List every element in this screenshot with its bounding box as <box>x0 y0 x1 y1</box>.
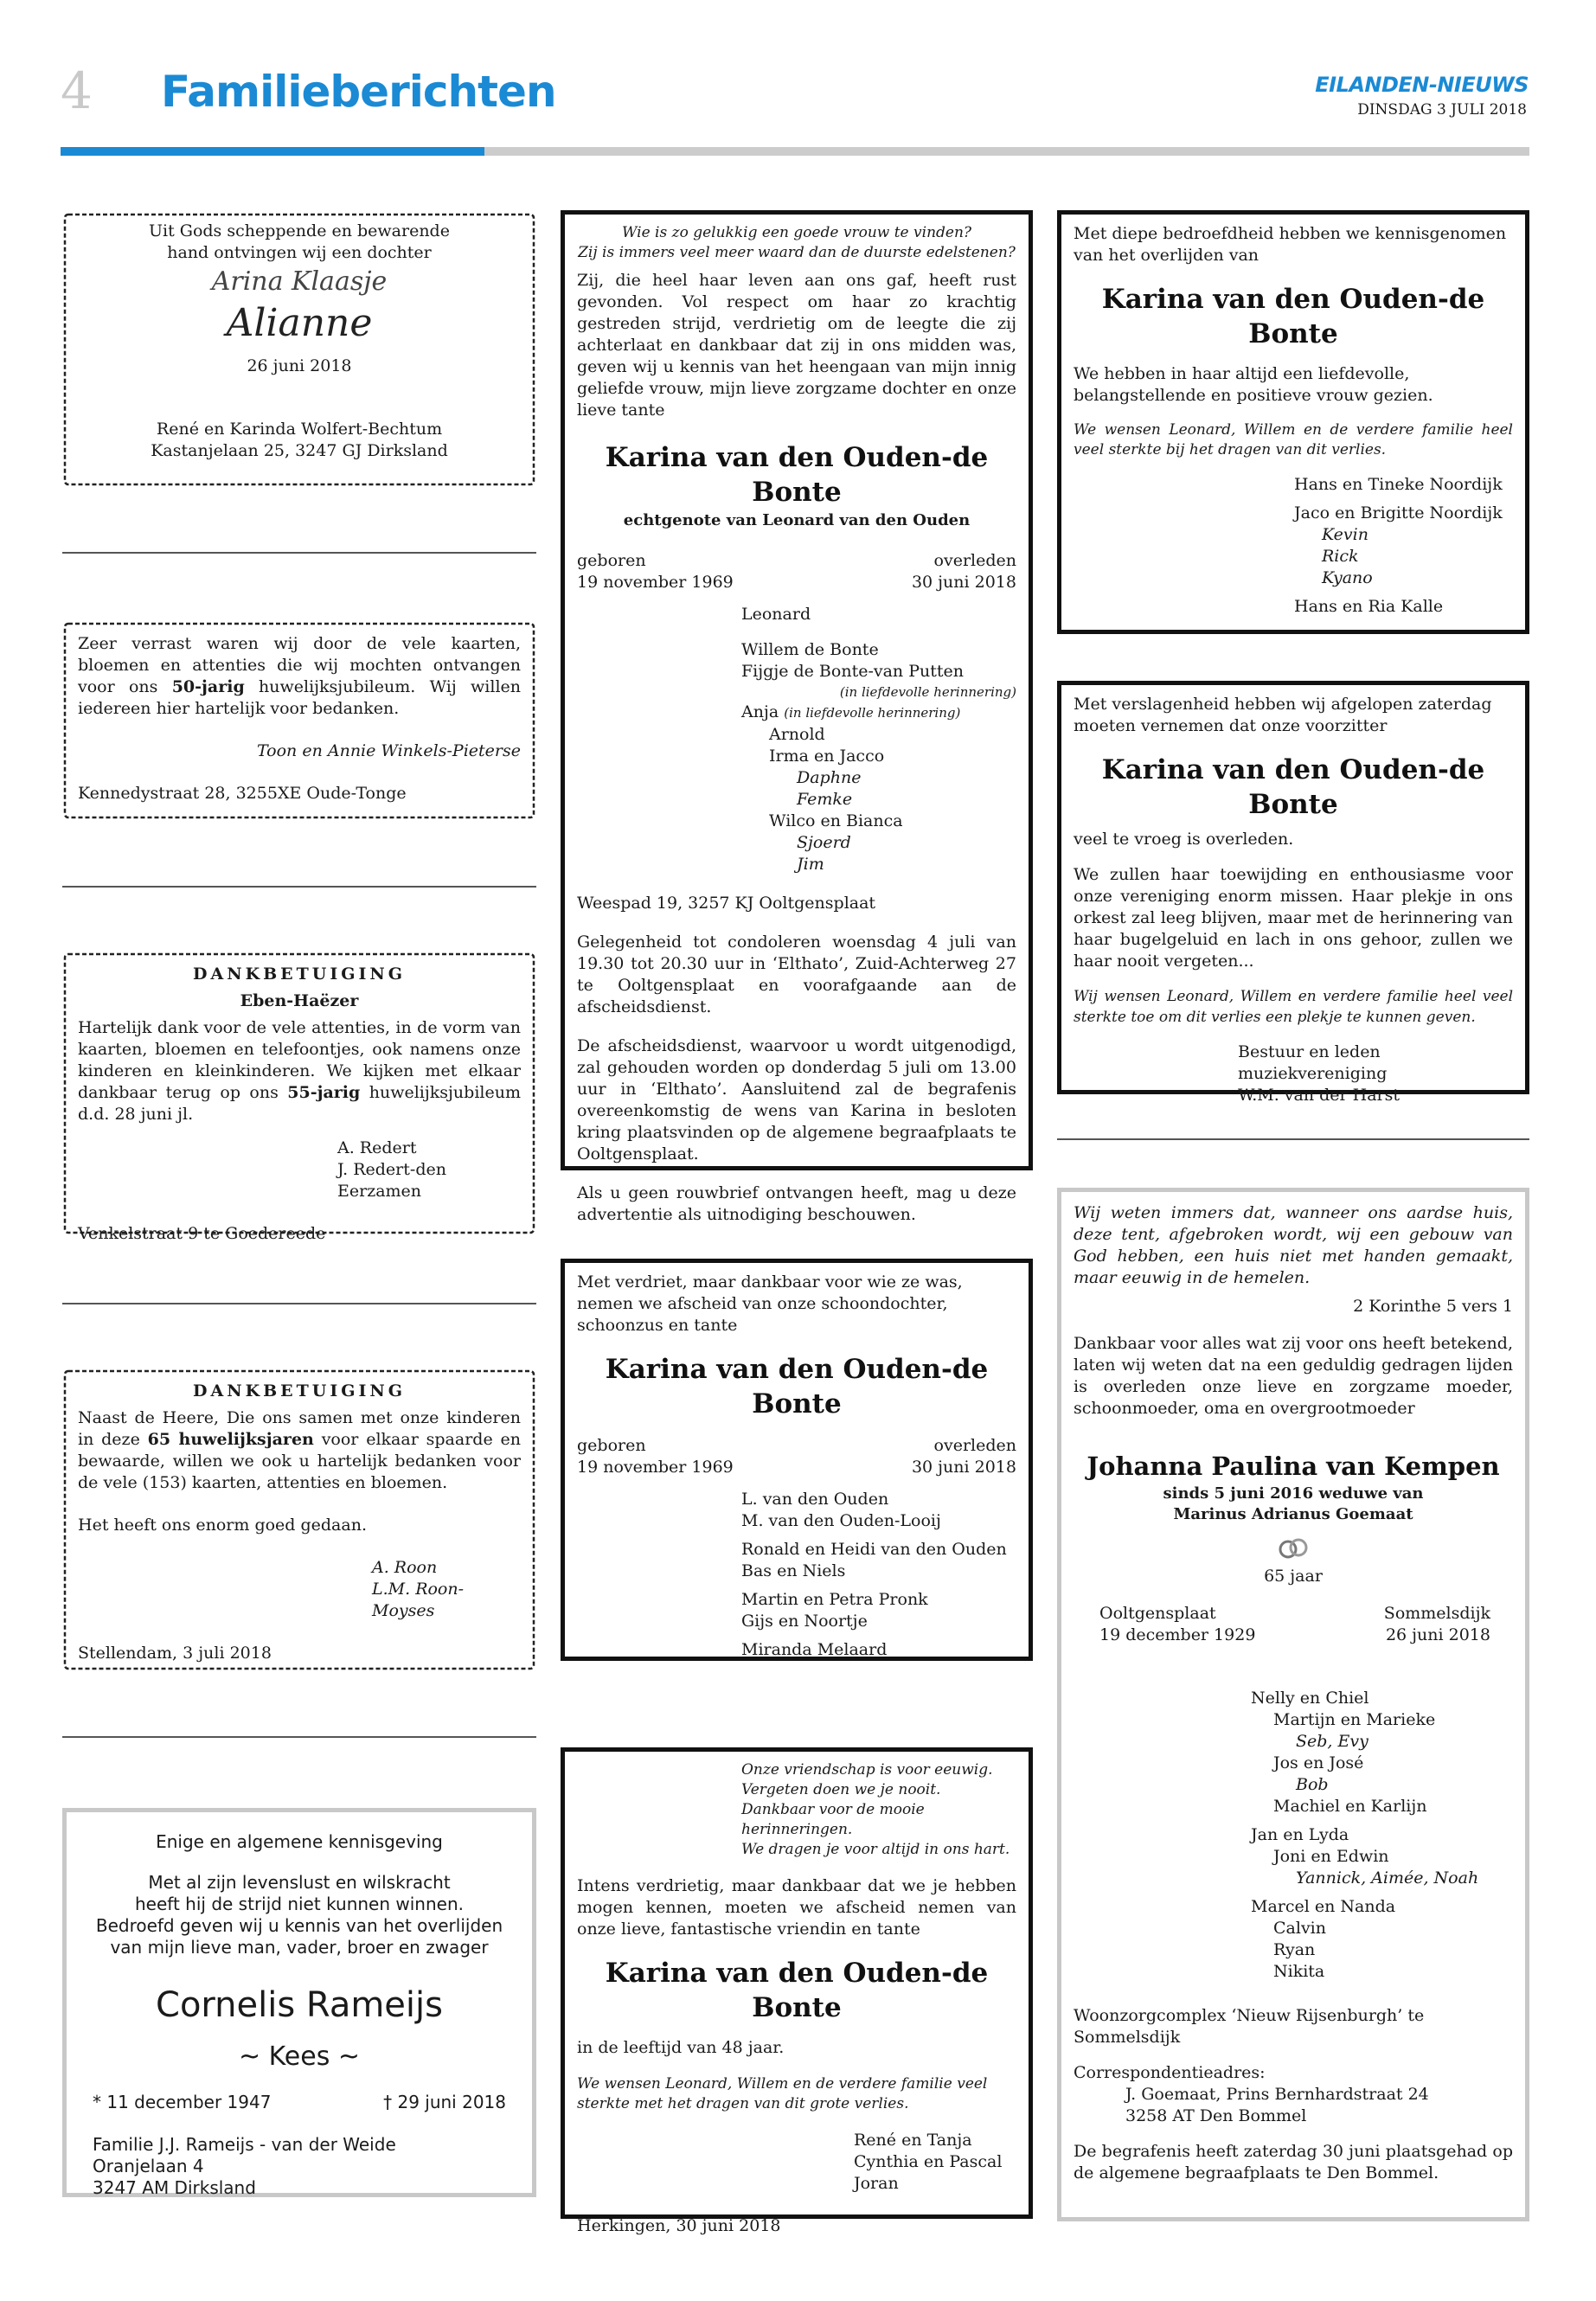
masthead: EILANDEN-NIEUWS <box>1315 73 1529 97</box>
friends-place: Herkingen, 30 juni 2018 <box>577 2216 781 2235</box>
cornelis-text-2: heeft hij de strijd niet kunnen winnen. <box>135 1894 464 1914</box>
johanna-residence: Woonzorgcomplex ‘Nieuw Rijsenburgh’ te Sommelsdijk <box>1074 2006 1425 2047</box>
karina-music-name: Karina van den Ouden-de Bonte <box>1101 754 1485 820</box>
birth-first-names: Arina Klaasje <box>211 266 388 297</box>
divider <box>62 886 536 888</box>
johanna-quote: Wij weten immers dat, wanneer ons aardse huis, deze tent, afgebroken wordt, wij een gebouw van God hebben, een huis niet met handen gemaakt, maar eeuwig in de hemelen. <box>1074 1203 1513 1287</box>
johanna-g1a: Martijn en Marieke <box>1273 1710 1436 1729</box>
inlaws-family-2: M. van den Ouden-Looij <box>741 1511 941 1530</box>
johanna-husband: Marinus Adrianus Goemaat <box>1173 1505 1413 1523</box>
inlaws-family-7: Miranda Melaard <box>741 1640 888 1659</box>
inlaws-family-5: Martin en Petra Pronk <box>741 1590 928 1609</box>
divider <box>62 1736 536 1738</box>
johanna-g1b: Jos en José <box>1273 1753 1364 1772</box>
friends-quote-2: Vergeten doen we je nooit. <box>741 1781 941 1798</box>
cornelis-text-1: Met al zijn levenslust en wilskracht <box>148 1872 451 1893</box>
johanna-corr-label: Correspondentieadres: <box>1074 2063 1266 2082</box>
died-label: overleden <box>933 1436 1016 1455</box>
family-irma: Irma en Jacco <box>769 747 885 766</box>
thanks-55-announcement <box>62 952 536 1243</box>
thanks65-signed-2: L.M. Roon-Moyses <box>372 1580 465 1620</box>
karina-main-announcement <box>561 210 1033 1224</box>
cornelis-family-3: 3247 AM Dirksland <box>93 2177 256 2198</box>
karina-music-announcement <box>1057 681 1529 1105</box>
thanks55-signed-1: A. Redert <box>337 1138 417 1157</box>
music-intro: Met verslagenheid hebben wij afgelopen zaterdag moeten vernemen dat onze voorzitter <box>1074 695 1492 735</box>
family-wilco-kid-2: Jim <box>797 855 824 874</box>
cornelis-born: * 11 december 1947 <box>93 2092 272 2112</box>
died-label: overleden <box>933 551 1016 570</box>
johanna-g1b-kids: Bob <box>1296 1775 1329 1794</box>
johanna-g3-kid-3: Nikita <box>1273 1962 1325 1981</box>
thanks65-text2: Het heeft ons enorm goed gedaan. <box>78 1516 367 1535</box>
divider <box>62 552 536 554</box>
johanna-widow: sinds 5 juni 2016 weduwe van <box>1163 1484 1424 1503</box>
johanna-g1c: Machiel en Karlijn <box>1273 1797 1427 1816</box>
died-date: 30 juni 2018 <box>911 1458 1016 1477</box>
noordijk-family-3: Hans en Ria Kalle <box>1294 597 1444 616</box>
noordijk-text: We hebben in haar altijd een liefdevolle, belangstellende en positieve vrouw gezien. <box>1074 364 1433 405</box>
johanna-g3-kid-2: Ryan <box>1273 1940 1316 1959</box>
noordijk-intro: Met diepe bedroefdheid hebben we kennisgenomen van het overlijden van <box>1074 224 1507 265</box>
karina-main-subtitle: echtgenote van Leonard van den Ouden <box>623 511 971 529</box>
thanks-50-announcement <box>62 621 536 820</box>
inlaws-family-4: Bas en Niels <box>741 1561 846 1580</box>
johanna-corr-2: 3258 AT Den Bommel <box>1125 2106 1307 2125</box>
friends-age: in de leeftijd van 48 jaar. <box>577 2038 785 2057</box>
born-date: 19 november 1969 <box>577 1458 734 1477</box>
divider <box>1057 1138 1529 1140</box>
friends-signed-3: Joran <box>854 2174 899 2193</box>
thanks50-text: Zeer verrast waren wij door de vele kaarten, bloemen en attenties die wij mochten ontvangen voor ons 50-jarig huwelijksjubileum. Wij willen iedereen hier hartelijk voor bedanken. <box>78 634 522 718</box>
music-signed-1: Bestuur en leden muziekvereniging <box>1238 1042 1388 1083</box>
thanks55-text: Hartelijk dank voor de vele attenties, in de vorm van kaarten, bloemen en telefoontjes, ook namens onze kinderen en kleinkinderen. We kijken met elkaar dankbaar terug op ons 55-jarig huwelijksjubileum d.d. 28 juni jl. <box>78 1018 521 1124</box>
noordijk-family-2: Jaco en Brigitte Noordijk <box>1294 503 1503 522</box>
family-leonard: Leonard <box>741 605 811 624</box>
johanna-married: 65 jaar <box>1264 1567 1323 1586</box>
thanks65-place: Stellendam, 3 juli 2018 <box>78 1644 272 1663</box>
birth-call-name: Alianne <box>226 301 373 345</box>
music-wish: Wij wensen Leonard, Willem en verdere familie heel veel sterkte toe om dit verlies een plekje te kunnen geven. <box>1074 988 1513 1026</box>
thanks-65-announcement <box>62 1368 536 1671</box>
birth-parents: René en Karinda Wolfert-Bechtum <box>156 420 443 439</box>
friends-quote-3: Dankbaar voor de mooie herinneringen. <box>741 1801 925 1838</box>
family-mother: Fijgje de Bonte-van Putten <box>741 662 964 681</box>
karina-main-invite: Als u geen rouwbrief ontvangen heeft, mag u deze advertentie als uitnodiging beschouwen. <box>577 1183 1016 1224</box>
karina-inlaws-name: Karina van den Ouden-de Bonte <box>605 1354 989 1420</box>
johanna-corr-1: J. Goemaat, Prins Bernhardstraat 24 <box>1125 2085 1429 2104</box>
music-died: veel te vroeg is overleden. <box>1074 830 1294 849</box>
noordijk-kid-1: Kevin <box>1322 525 1368 544</box>
johanna-name: Johanna Paulina van Kempen <box>1086 1452 1500 1481</box>
birth-intro-1: Uit Gods scheppende en bewarende <box>149 221 450 240</box>
thanks65-text: Naast de Heere, Die ons samen met onze kinderen in deze 65 huwelijksjaren voor elkaar spaarde en bewaarde, willen we ook u hartelijk bedanken voor de vele (153) kaarten, attenties en bloemen. <box>78 1408 522 1492</box>
thanks55-heading: DANKBETUIGING <box>193 965 406 984</box>
karina-friends-announcement <box>561 1747 1033 2235</box>
karina-friends-name: Karina van den Ouden-de Bonte <box>605 1958 989 2023</box>
family-wilco: Wilco en Bianca <box>769 811 903 830</box>
friends-signed-1: René en Tanja <box>854 2131 972 2150</box>
cornelis-died: † 29 juni 2018 <box>383 2092 506 2112</box>
karina-noordijk-name: Karina van den Ouden-de Bonte <box>1101 284 1485 349</box>
johanna-verse: 2 Korinthe 5 vers 1 <box>1353 1297 1513 1316</box>
friends-quote-1: Onze vriendschap is voor eeuwig. <box>741 1761 993 1779</box>
family-irma-kid-2: Femke <box>797 790 853 809</box>
karina-main-quote-2: Zij is immers veel meer waard dan de duurste edelstenen? <box>578 244 1016 261</box>
johanna-born-date: 19 december 1929 <box>1099 1625 1256 1644</box>
noordijk-kid-2: Rick <box>1322 547 1359 566</box>
friends-wish: We wensen Leonard, Willem en de verdere familie veel sterkte met het dragen van dit grote verlies. <box>577 2075 988 2112</box>
family-anja: Anja (in liefdevolle herinnering) <box>741 702 961 721</box>
johanna-funeral: De begrafenis heeft zaterdag 30 juni plaatsgehad op de algemene begraafplaats te Den Bommel. <box>1074 2142 1513 2182</box>
born-date: 19 november 1969 <box>577 573 734 592</box>
thanks55-signed-2: J. Redert-den Eerzamen <box>337 1160 446 1201</box>
thanks65-heading: DANKBETUIGING <box>193 1381 406 1400</box>
birth-announcement <box>62 212 536 487</box>
cornelis-name: Cornelis Rameijs <box>156 1985 443 2025</box>
karina-main-name: Karina van den Ouden-de Bonte <box>605 442 989 508</box>
thanks50-address: Kennedystraat 28, 3255XE Oude-Tonge <box>78 784 407 803</box>
birth-address: Kastanjelaan 25, 3247 GJ Dirksland <box>151 441 448 460</box>
friends-intro: Intens verdrietig, maar dankbaar dat we je hebben mogen kennen, moeten we afscheid nemen van onze lieve, fantastische vriendin en tante <box>577 1876 1016 1939</box>
wedding-rings-icon <box>1074 1535 1513 1566</box>
thanks65-signed-1: A. Roon <box>372 1558 438 1577</box>
music-text: We zullen haar toewijding en enthousiasme voor onze vereniging enorm missen. Haar plekje in ons orkest zal leeg blijven, maar met de herinnering van haar bugelgeluid en lach in ons gehoor, zullen we haar nooit vergeten... <box>1074 865 1513 971</box>
thanks55-subheading: Eben-Haëzer <box>240 991 359 1010</box>
friends-signed-2: Cynthia en Pascal <box>854 2152 1003 2171</box>
thanks55-address: Venkelstraat 9 te Goedereede <box>78 1224 326 1243</box>
inlaws-family-3: Ronald en Heidi van den Ouden <box>741 1540 1007 1559</box>
johanna-g2a-kids: Yannick, Aimée, Noah <box>1296 1868 1479 1888</box>
family-wilco-kid-1: Sjoerd <box>797 833 851 852</box>
karina-inlaws-announcement <box>561 1259 1033 1661</box>
johanna-announcement <box>1057 1188 1529 2221</box>
birth-date: 26 juni 2018 <box>247 356 352 375</box>
cornelis-nickname: ~ Kees ~ <box>238 2041 361 2072</box>
johanna-g1a-kids: Seb, Evy <box>1296 1732 1368 1751</box>
cornelis-family-2: Oranjelaan 4 <box>93 2156 204 2176</box>
johanna-intro: Dankbaar voor alles wat zij voor ons heeft betekend, laten wij weten dat na een geduldig gedragen lijden is overleden onze lieve en zorgzame moeder, schoonmoeder, oma en overgrootmoeder <box>1074 1334 1513 1418</box>
karina-main-condolence: Gelegenheid tot condoleren woensdag 4 juli van 19.30 tot 20.30 uur in ‘Elthato’, Zuid-Achterweg 27 te Ooltgensplaat en voorafgaande aan de afscheidsdienst. <box>577 933 1016 1016</box>
karina-main-quote-1: Wie is zo gelukkig een goede vrouw te vinden? <box>621 224 972 241</box>
johanna-g3: Marcel en Nanda <box>1251 1897 1396 1916</box>
cornelis-heading: Enige en algemene kennisgeving <box>156 1831 443 1852</box>
family-irma-kid-1: Daphne <box>797 768 862 787</box>
family-father: Willem de Bonte <box>741 640 879 659</box>
cornelis-announcement <box>62 1808 536 2197</box>
section-title: Familieberichten <box>161 67 556 117</box>
karina-inlaws-intro: Met verdriet, maar dankbaar voor wie ze was, nemen we afscheid van onze schoondochter, schoonzus en tante <box>577 1272 963 1335</box>
johanna-g3-kid-1: Calvin <box>1273 1919 1326 1938</box>
born-label: geboren <box>577 1436 646 1455</box>
cornelis-family-1: Familie J.J. Rameijs - van der Weide <box>93 2134 396 2155</box>
music-signed-2: W.M. van der Harst <box>1238 1086 1401 1105</box>
died-date: 30 juni 2018 <box>911 573 1016 592</box>
divider <box>62 1303 536 1304</box>
karina-main-address: Weespad 19, 3257 KJ Ooltgensplaat <box>577 894 876 913</box>
johanna-g2: Jan en Lyda <box>1251 1825 1349 1844</box>
karina-main-intro: Zij, die heel haar leven aan ons gaf, heeft rust gevonden. Vol respect om haar zo krachtig gestreden strijd, verdrietig om de leegte die zij achterlaat en dankbaar dat zij in ons midden was, geven wij u kennis van het heengaan van mijn innig geliefde vrouw, mijn lieve zorgzame dochter en onze lieve tante <box>577 271 1016 420</box>
family-arnold: Arnold <box>769 725 825 744</box>
thanks50-signed: Toon en Annie Winkels-Pieterse <box>256 741 521 760</box>
johanna-died-place: Sommelsdijk <box>1383 1604 1490 1623</box>
noordijk-family-1: Hans en Tineke Noordijk <box>1294 475 1503 494</box>
inlaws-family-1: L. van den Ouden <box>741 1490 889 1509</box>
johanna-born-place: Ooltgensplaat <box>1099 1604 1216 1623</box>
karina-main-service: De afscheidsdienst, waarvoor u wordt uitgenodigd, zal gehouden worden op donderdag 5 juli om 13.00 uur in ‘Elthato’. Aansluitend zal de begrafenis overeenkomstig de wens van Karina in besloten kring plaatsvinden op de algemene begraafplaats te Ooltgensplaat. <box>577 1036 1016 1163</box>
friends-quote-4: We dragen je voor altijd in ons hart. <box>741 1841 1010 1858</box>
johanna-g2a: Joni en Edwin <box>1273 1847 1389 1866</box>
cornelis-text-4: van mijn lieve man, vader, broer en zwager <box>110 1937 489 1958</box>
karina-noordijk-announcement <box>1057 210 1529 634</box>
cornelis-text-3: Bedroefd geven wij u kennis van het overlijden <box>95 1915 503 1936</box>
johanna-g1: Nelly en Chiel <box>1251 1689 1369 1708</box>
page-number: 4 <box>61 61 93 120</box>
born-label: geboren <box>577 551 646 570</box>
noordijk-kid-3: Kyano <box>1322 568 1373 587</box>
birth-intro-2: hand ontvingen wij een dochter <box>167 243 432 262</box>
noordijk-wish: We wensen Leonard, Willem en de verdere familie heel veel sterkte bij het dragen van dit verlies. <box>1074 421 1513 458</box>
header-rule-accent <box>61 147 484 156</box>
johanna-died-date: 26 juni 2018 <box>1385 1625 1490 1644</box>
inlaws-family-6: Gijs en Noortje <box>741 1612 868 1631</box>
family-mother-note: (in liefdevolle herinnering) <box>839 684 1016 700</box>
issue-date: DINSDAG 3 JULI 2018 <box>1357 101 1527 119</box>
